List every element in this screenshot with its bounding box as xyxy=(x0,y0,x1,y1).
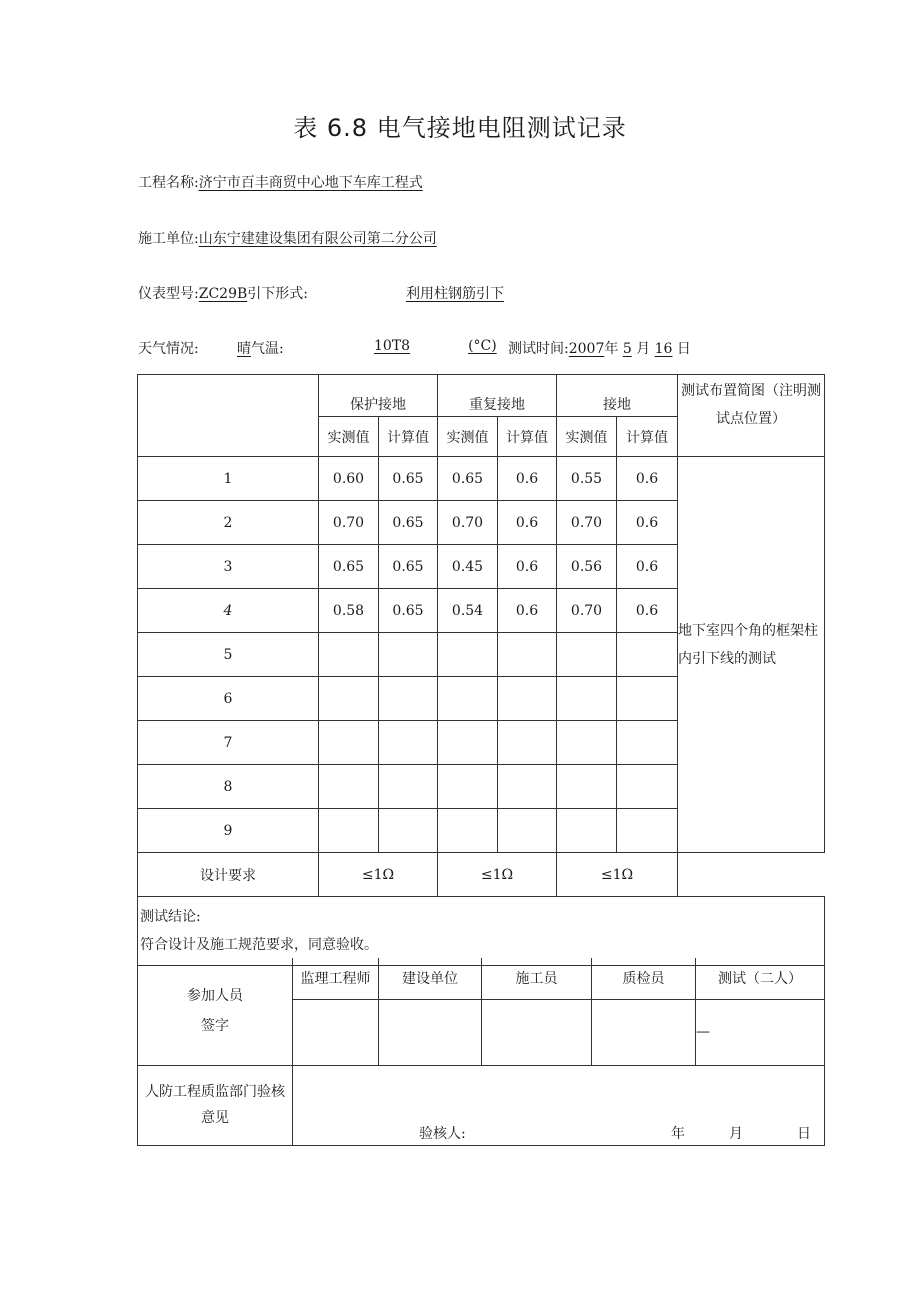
value-cell: 0.56 xyxy=(557,545,617,589)
conclusion-label: 测试结论: xyxy=(140,909,201,925)
temperature-value: 10T8 (°C) xyxy=(374,338,497,354)
conclusion-text: 符合设计及施工规范要求，同意验收。 xyxy=(140,937,378,953)
sub-calculated: 计算值 xyxy=(498,417,557,457)
meter-label: 仪表型号: xyxy=(138,286,199,302)
value-cell xyxy=(438,765,498,809)
value-cell xyxy=(319,765,379,809)
row-number: 8 xyxy=(138,765,319,809)
value-cell xyxy=(379,721,438,765)
value-cell: 0.70 xyxy=(438,501,498,545)
layout-diagram-description: 地下室四个角的框架柱内引下线的测试 xyxy=(678,457,825,853)
project-name-label: 工程名称: xyxy=(138,175,199,191)
role-inspector: 质检员 xyxy=(592,958,696,999)
value-cell xyxy=(498,677,557,721)
value-cell: 0.65 xyxy=(379,589,438,633)
test-year: 2007 xyxy=(568,341,605,357)
value-cell: 0.65 xyxy=(379,501,438,545)
review-opinion-cell[interactable] xyxy=(293,1065,825,1145)
value-cell: 0.6 xyxy=(498,545,557,589)
sub-measured: 实测值 xyxy=(319,417,379,457)
contractor-line xyxy=(138,228,437,248)
weather-sunny: 晴 xyxy=(237,341,251,357)
sub-calculated: 计算值 xyxy=(617,417,678,457)
value-cell: 0.6 xyxy=(617,501,678,545)
value-cell xyxy=(498,809,557,853)
value-cell: 0.6 xyxy=(498,589,557,633)
meter-line xyxy=(138,283,308,303)
value-cell xyxy=(557,765,617,809)
value-cell xyxy=(319,721,379,765)
value-cell: 0.65 xyxy=(438,457,498,501)
value-cell: 0.70 xyxy=(557,589,617,633)
value-cell: 0.45 xyxy=(438,545,498,589)
layout-diagram-header: 测试布置简图（注明测试点位置） xyxy=(678,375,825,457)
conclusion-cell xyxy=(138,897,825,966)
value-cell xyxy=(617,633,678,677)
sign-inspector[interactable] xyxy=(592,999,696,1065)
weather-label: 天气情况: xyxy=(138,341,199,357)
test-month: 5 xyxy=(622,341,632,357)
group-grounding: 接地 xyxy=(557,375,678,417)
value-cell xyxy=(379,677,438,721)
test-day: 16 xyxy=(654,341,673,357)
value-cell xyxy=(438,721,498,765)
value-cell: 0.6 xyxy=(498,457,557,501)
value-cell: 0.54 xyxy=(438,589,498,633)
value-cell: 0.65 xyxy=(379,545,438,589)
value-cell xyxy=(557,809,617,853)
value-cell xyxy=(319,809,379,853)
value-cell xyxy=(379,809,438,853)
test-time: 测试时间:2007年 5 月 16 日 xyxy=(508,341,691,357)
sub-calculated: 计算值 xyxy=(379,417,438,457)
review-year: 年 xyxy=(671,1125,685,1142)
value-cell xyxy=(379,765,438,809)
group-repeated-grounding: 重复接地 xyxy=(438,375,557,417)
value-cell xyxy=(319,677,379,721)
value-cell xyxy=(617,721,678,765)
project-name-value: 济宁市百丰商贸中心地下车库工程式 xyxy=(198,175,423,191)
row-number: 3 xyxy=(138,545,319,589)
value-cell: 0.70 xyxy=(319,501,379,545)
design-value-repeated: ≤1Ω xyxy=(438,853,557,897)
sub-measured: 实测值 xyxy=(557,417,617,457)
reviewer-label: 验核人: xyxy=(419,1125,466,1142)
value-cell: 0.6 xyxy=(617,457,678,501)
value-cell xyxy=(557,721,617,765)
row-number: 9 xyxy=(138,809,319,853)
row-number: 2 xyxy=(138,501,319,545)
role-supervisor: 监理工程师 xyxy=(293,958,379,999)
table-row xyxy=(138,457,825,501)
lead-form-value: 利用柱钢筋引下 xyxy=(406,286,504,302)
value-cell xyxy=(498,721,557,765)
value-cell: 0.60 xyxy=(319,457,379,501)
test-time-label: 测试时间: xyxy=(508,341,569,357)
signature-table xyxy=(137,958,825,1146)
value-cell xyxy=(498,633,557,677)
design-value-protective: ≤1Ω xyxy=(319,853,438,897)
sub-measured: 实测值 xyxy=(438,417,498,457)
weather-value xyxy=(237,338,284,358)
value-cell xyxy=(379,633,438,677)
sign-builder[interactable] xyxy=(482,999,592,1065)
value-cell xyxy=(438,809,498,853)
header-empty-cell xyxy=(138,375,319,457)
temperature-label: 气温: xyxy=(251,341,284,357)
role-tester: 测试（二人） xyxy=(696,958,825,999)
design-value-grounding: ≤1Ω xyxy=(557,853,678,897)
value-cell xyxy=(617,809,678,853)
review-month: 月 xyxy=(729,1125,743,1142)
value-cell: 0.58 xyxy=(319,589,379,633)
review-day: 日 xyxy=(797,1125,811,1142)
sign-supervisor[interactable] xyxy=(293,999,379,1065)
role-owner: 建设单位 xyxy=(379,958,482,999)
meter-model-value: ZC29B xyxy=(198,286,248,302)
value-cell xyxy=(617,765,678,809)
value-cell: 0.6 xyxy=(498,501,557,545)
value-cell xyxy=(438,677,498,721)
temperature-unit: (°C) xyxy=(468,338,497,354)
sign-tester[interactable]: — xyxy=(696,999,825,1065)
value-cell xyxy=(319,633,379,677)
value-cell: 0.70 xyxy=(557,501,617,545)
value-cell xyxy=(557,677,617,721)
value-cell: 0.65 xyxy=(319,545,379,589)
project-name-line xyxy=(138,172,423,192)
value-cell xyxy=(557,633,617,677)
row-number: 4 xyxy=(138,589,319,633)
value-cell: 0.55 xyxy=(557,457,617,501)
review-label: 人防工程质监部门验核意见 xyxy=(138,1065,293,1145)
participants-label: 参加人员 签字 xyxy=(138,958,293,1065)
group-protective-grounding: 保护接地 xyxy=(319,375,438,417)
row-number: 7 xyxy=(138,721,319,765)
value-cell xyxy=(498,765,557,809)
row-number: 5 xyxy=(138,633,319,677)
contractor-value: 山东宁建建设集团有限公司第二分公司 xyxy=(198,231,437,247)
sign-owner[interactable] xyxy=(379,999,482,1065)
page-title: 表 6.8 电气接地电阻测试记录 xyxy=(293,114,627,142)
lead-form-label: 引下形式: xyxy=(247,286,308,302)
row-number: 6 xyxy=(138,677,319,721)
role-builder: 施工员 xyxy=(482,958,592,999)
value-cell: 0.65 xyxy=(379,457,438,501)
grounding-resistance-table xyxy=(137,374,825,966)
value-cell xyxy=(617,677,678,721)
row-number: 1 xyxy=(138,457,319,501)
value-cell xyxy=(438,633,498,677)
design-requirement-label: 设计要求 xyxy=(138,853,319,897)
contractor-label: 施工单位: xyxy=(138,231,199,247)
value-cell: 0.6 xyxy=(617,545,678,589)
value-cell: 0.6 xyxy=(617,589,678,633)
